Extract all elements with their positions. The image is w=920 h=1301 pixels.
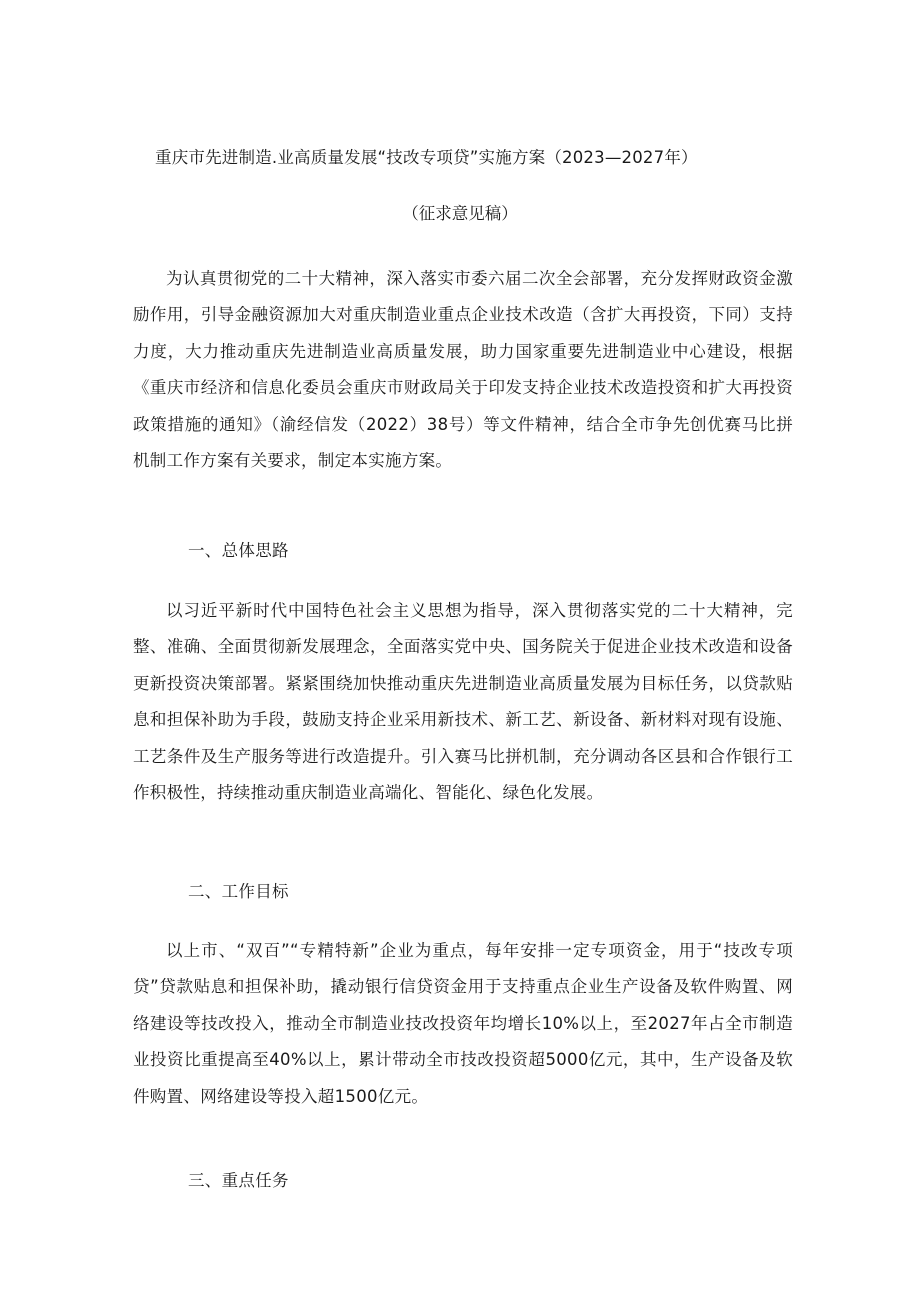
intro-paragraph: 为认真贯彻党的二十大精神，深入落实市委六届二次全会部署，充分发挥财政资金激励作用，引导金融资源加大对重庆制造业重点企业技术改造（含扩大再投资，下同）支持力度，大力推动重庆先进制造业高质量发展，助力国家重要先进制造业中心建设，根据《重庆市经济和信息化委员会重庆市财政局关于印发支持企业技术改造投资和扩大再投资政策措施的通知》（渝经信发（2022）38号）等文件精神，结合全市争先创优赛马比拼机制工作方案有关要求，制定本实施方案。 xyxy=(133,269,793,471)
section-body-work-goals: 以上市、“双百”“专精特新”企业为重点，每年安排一定专项资金，用于“技改专项贷”贷款贴息和担保补助，撬动银行信贷资金用于支持重点企业生产设备及软件购置、网络建设等技改投入，推动全市制造业技改投资年均增长10%以上，至2027年占全市制造业投资比重提高至40%以上，累计带动全市技改投资超5000亿元，其中，生产设备及软件购置、网络建设等投入超1500亿元。 xyxy=(133,941,793,1106)
document-title: 重庆市先进制造.业高质量发展“技改专项贷”实施方案（2023—2027年） xyxy=(155,148,698,167)
section-heading-work-goals: 二、工作目标 xyxy=(188,882,289,901)
section-body-overall-approach: 以习近平新时代中国特色社会主义思想为指导，深入贯彻落实党的二十大精神，完整、准确、全面贯彻新发展理念，全面落实党中央、国务院关于促进企业技术改造和设备更新投资决策部署。紧紧围绕加快推动重庆先进制造业高质量发展为目标任务，以贷款贴息和担保补助为手段，鼓励支持企业采用新技术、新工艺、新设备、新材料对现有设施、工艺条件及生产服务等进行改造提升。引入赛马比拼机制，充分调动各区县和合作银行工作积极性，持续推动重庆制造业高端化、智能化、绿色化发展。 xyxy=(133,601,793,803)
section-heading-overall-approach: 一、总体思路 xyxy=(188,541,289,560)
document-subtitle: （征求意见稿） xyxy=(402,204,518,223)
section-heading-key-tasks: 三、重点任务 xyxy=(188,1171,289,1190)
